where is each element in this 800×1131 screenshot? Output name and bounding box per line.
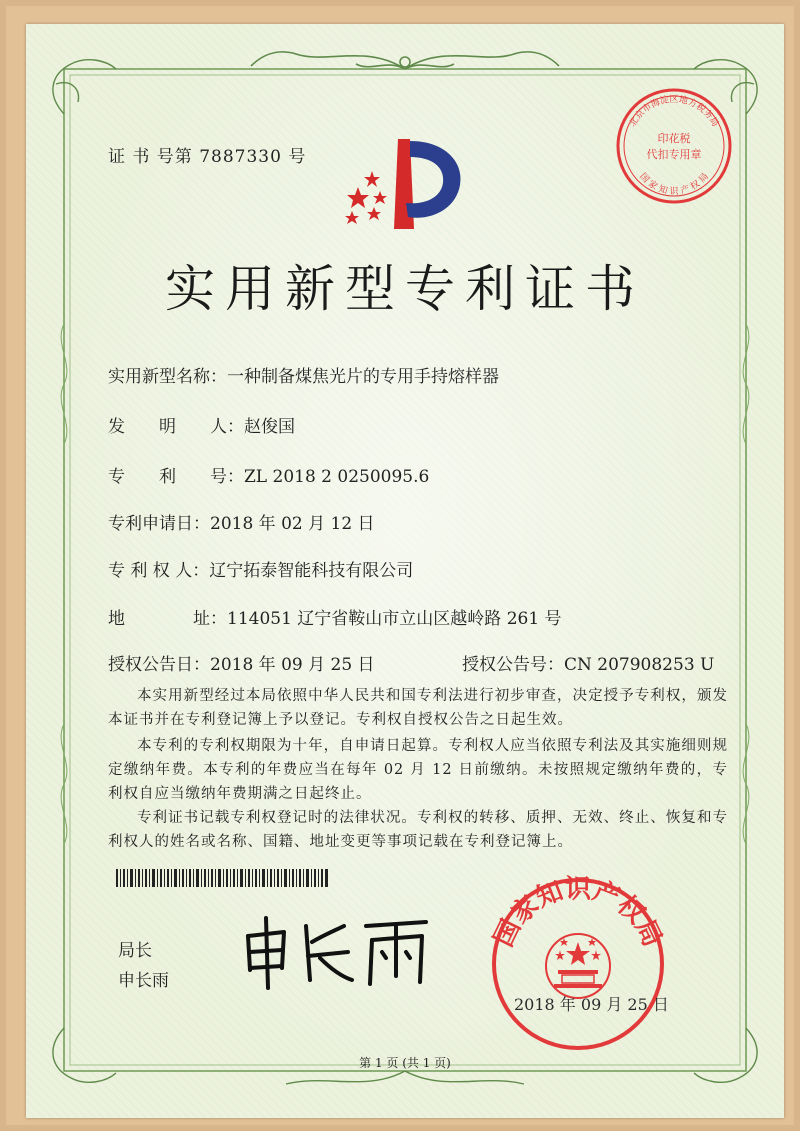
svg-text:国 家 知 识 产 权 局	[637, 171, 711, 197]
field-grant-date-value: 2018 年 09 月 25 日	[210, 655, 375, 675]
page-indicator: 第 1 页 (共 1 页)	[359, 1056, 451, 1070]
field-inventor-label: 发 明 人：	[108, 417, 244, 437]
field-filing-date-label: 专利申请日：	[108, 514, 210, 534]
field-grant-date-label: 授权公告日：	[108, 655, 210, 675]
tax-seal-line2: 代扣专用章	[646, 148, 702, 161]
tax-stamp-seal	[614, 86, 734, 206]
tax-seal-ring-text: 北京市海淀区地方税务局	[628, 95, 720, 129]
svg-text:北京市海淀区地方税务局	[626, 93, 721, 128]
svg-text:国家知识产权局	[489, 874, 668, 951]
tax-seal-bottom-text: 国 家 知 识 产 权 局	[637, 171, 711, 197]
field-patentee-label: 专 利 权 人：	[108, 561, 210, 581]
field-filing-date-value: 2018 年 02 月 12 日	[210, 514, 375, 534]
field-inventor	[108, 412, 295, 437]
field-name-value: 一种制备煤焦光片的专用手持熔样器	[227, 367, 499, 387]
field-name	[108, 362, 499, 387]
field-grant-number-value: CN 207908253 U	[564, 655, 715, 675]
field-name-label: 实用新型名称：	[108, 367, 227, 387]
field-patentee	[108, 556, 413, 581]
seal-ring-text: 国家知识产权局	[488, 874, 668, 952]
field-patent-number-label: 专 利 号：	[108, 467, 244, 487]
handwritten-signature	[236, 912, 436, 992]
paragraph-grant-notice: 本实用新型经过本局依照中华人民共和国专利法进行初步审查，决定授予专利权，颁发本证书并在专利登记簿上予以登记。专利权自授权公告之日起生效。	[108, 688, 728, 728]
certificate-frame	[6, 6, 794, 1125]
signatory-name: 申长雨	[118, 971, 169, 991]
field-address-value: 114051 辽宁省鞍山市立山区越岭路 261 号	[227, 609, 562, 629]
field-grant-number	[462, 650, 714, 675]
barcode	[116, 869, 328, 887]
certificate-paper	[26, 24, 784, 1118]
seal-date: 2018 年 09 月 25 日	[514, 995, 669, 1014]
patent-office-logo	[336, 129, 476, 239]
field-address	[108, 604, 562, 629]
field-patent-number-value: ZL 2018 2 0250095.6	[244, 467, 430, 487]
national-ip-seal	[488, 874, 668, 1054]
tax-seal-line1: 印花税	[657, 132, 691, 145]
field-patentee-value: 辽宁拓泰智能科技有限公司	[209, 561, 414, 581]
field-filing-date	[108, 509, 375, 534]
field-patent-number	[108, 462, 429, 487]
field-address-label: 地 址：	[108, 609, 227, 629]
paragraph-legal-status: 专利证书记载专利权登记时的法律状况。专利权的转移、质押、无效、终止、恢复和专利权人的姓名或名称、国籍、地址变更等事项记载在专利登记簿上。	[108, 810, 728, 850]
certificate-title: 实用新型专利证书	[165, 260, 645, 318]
field-grant-date	[108, 650, 375, 675]
certificate-number: 证 书 号第 7887330 号	[108, 147, 307, 167]
signatory-title: 局长	[118, 941, 152, 961]
field-grant-number-label: 授权公告号：	[462, 655, 564, 675]
national-emblem-icon	[546, 934, 610, 998]
paragraph-term-notice: 本专利的专利权期限为十年，自申请日起算。专利权人应当依照专利法及其实施细则规定缴纳年费。本专利的年费应当在每年 02 月 12 日前缴纳。未按照规定缴纳年费的，专利权自应当缴纳年费期满之日起终止。	[108, 738, 728, 802]
field-inventor-value: 赵俊国	[244, 417, 295, 437]
